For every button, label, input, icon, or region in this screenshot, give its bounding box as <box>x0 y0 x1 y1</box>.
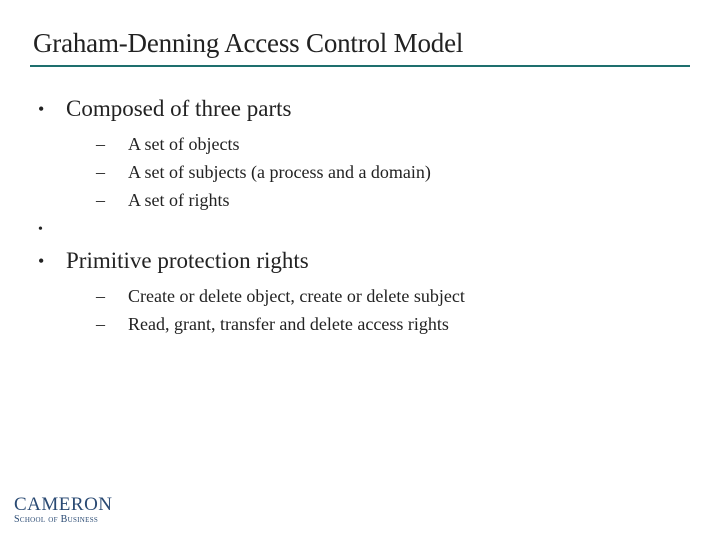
dash-icon: – <box>96 134 105 154</box>
bullet-group-3 <box>38 246 688 338</box>
bullet-dot-icon: • <box>38 251 45 271</box>
sub-item-text: Create or delete object, create or delete subject <box>128 286 465 306</box>
sub-item <box>96 158 688 186</box>
dash-icon: – <box>96 286 105 306</box>
empty-bullet-item <box>38 222 688 238</box>
sub-item <box>96 310 688 338</box>
bullet-item <box>38 246 688 276</box>
bullet-text: Primitive protection rights <box>66 248 309 273</box>
dash-icon: – <box>96 314 105 334</box>
slide-title: Graham-Denning Access Control Model <box>33 28 464 58</box>
sub-item-text: Read, grant, transfer and delete access rights <box>128 314 449 334</box>
sub-item-text: A set of rights <box>128 190 230 210</box>
bullet-dot-icon: • <box>38 222 43 237</box>
dash-icon: – <box>96 162 105 182</box>
sub-item <box>96 282 688 310</box>
sub-item-text: A set of objects <box>128 134 240 154</box>
slide-content <box>38 94 688 346</box>
logo-wordmark: CAMERON <box>14 494 113 515</box>
bullet-group-1 <box>38 94 688 214</box>
sub-list <box>38 282 688 338</box>
bullet-item <box>38 94 688 124</box>
logo-subtitle: School of Business <box>14 514 99 525</box>
bullet-text: Composed of three parts <box>66 96 292 121</box>
cameron-logo <box>14 495 134 526</box>
sub-item-text: A set of subjects (a process and a domain) <box>128 162 431 182</box>
sub-list <box>38 130 688 214</box>
title-underline <box>30 65 690 67</box>
bullet-dot-icon: • <box>38 99 45 119</box>
sub-item <box>96 130 688 158</box>
dash-icon: – <box>96 190 105 210</box>
sub-item <box>96 186 688 214</box>
